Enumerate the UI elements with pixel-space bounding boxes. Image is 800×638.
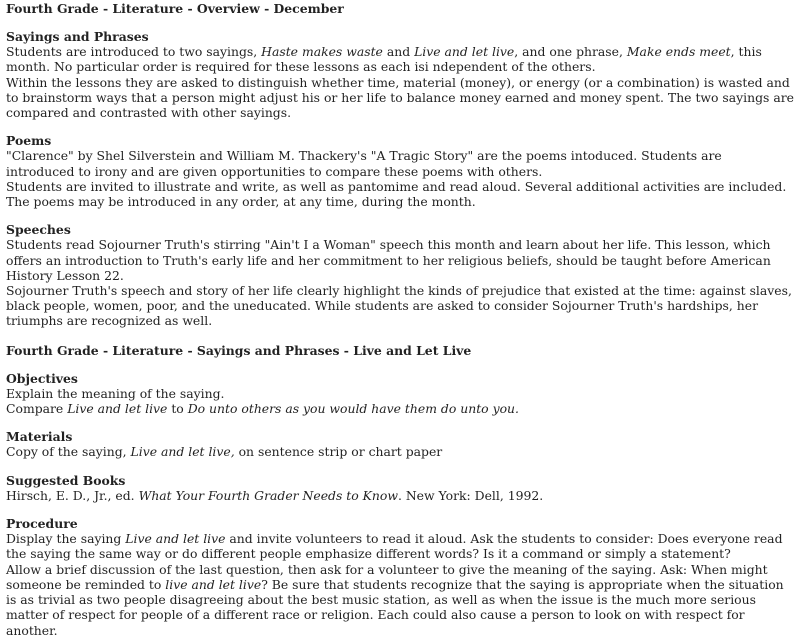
phrase-italic: Make ends meet xyxy=(626,44,731,60)
section-objectives xyxy=(6,371,794,417)
saying-italic: Live and let live xyxy=(125,531,226,547)
paragraph: Hirsch, E. D., Jr., ed. What Your Fourth Grader Needs to Know. New York: Dell, 1992. xyxy=(6,487,544,503)
paragraph: Explain the meaning of the saying. xyxy=(6,385,225,401)
paragraph: Allow a brief discussion of the last question, then ask for a volunteer to give the meaning of the saying. Ask: When might someone be reminded to live and let live? Be sure that students recognize that the saying is appropriate when the situation is as trivial as two people disagreeing about the best music station, as well as when the issue is the much more serious matter of respect for people of a different race or religion. Each could also cause a person to look on with respect for another. xyxy=(6,561,784,638)
doc-title-overview: Fourth Grade - Literature - Overview - December xyxy=(6,1,344,16)
section-procedure xyxy=(6,516,794,638)
section-suggested-books xyxy=(6,473,794,503)
paragraph: Within the lessons they are asked to distinguish whether time, material (money), or energy (or a combination) is wasted and to brainstorm ways that a person might adjust his or her life to balance money earned and money spent. The two sayings are compared and contrasted with other sayings. xyxy=(6,74,794,121)
saying-italic: Live and let live xyxy=(414,44,515,60)
book-title-italic: What Your Fourth Grader Needs to Know xyxy=(138,487,398,503)
paragraph: Copy of the saying, Live and let live, on sentence strip or chart paper xyxy=(6,444,443,460)
section-heading: Materials xyxy=(6,429,73,445)
section-heading: Objectives xyxy=(6,370,78,386)
paragraph: Students read Sojourner Truth's stirring "Ain't I a Woman" speech this month and learn about her life. This lesson, which offers an introduction to Truth's early life and her commitment to her religious beliefs, should be taught before American History Lesson 22. xyxy=(6,237,771,283)
paragraph: Students are introduced to two sayings, Haste makes waste and Live and let live, and one phrase, Make ends meet, this month. No particular order is required for these lessons as each isi ndependent of the others. xyxy=(6,44,762,75)
section-heading: Sayings and Phrases xyxy=(6,29,149,44)
section-heading: Speeches xyxy=(6,222,71,238)
saying-italic: Live and let live xyxy=(67,401,168,417)
saying-italic: Haste makes waste xyxy=(261,44,383,60)
section-heading: Suggested Books xyxy=(6,472,126,488)
saying-italic: Live and let live, xyxy=(130,444,235,460)
section-speeches xyxy=(6,222,794,328)
section-materials xyxy=(6,429,794,459)
section-sayings-and-phrases xyxy=(6,29,794,120)
paragraph: Display the saying Live and let live and invite volunteers to read it aloud. Ask the students to consider: Does everyone read the saying the same way or do different people emphasize different words? Is it a command or simply a statement? xyxy=(6,531,783,562)
paragraph: Students are invited to illustrate and write, as well as pantomime and read aloud. Several additional activities are included. The poems may be introduced in any order, at any time, during the month. xyxy=(6,178,787,210)
section-poems xyxy=(6,133,794,209)
saying-italic: Do unto others as you would have them do unto you. xyxy=(187,401,519,417)
paragraph: Sojourner Truth's speech and story of her life clearly highlight the kinds of prejudice that existed at the time: against slaves, black people, women, poor, and the uneducated. While students are asked to consider Sojourner Truth's hardships, her triumphs are recognized as well. xyxy=(6,283,792,329)
paragraph: "Clarence" by Shel Silverstein and William M. Thackery's "A Tragic Story" are the poems intoduced. Students are introduced to irony and are given opportunities to compare these poems with others. xyxy=(6,148,722,179)
section-heading: Poems xyxy=(6,133,52,149)
paragraph: Compare Live and let live to Do unto others as you would have them do unto you. xyxy=(6,401,519,417)
doc-title-live-and-let-live: Fourth Grade - Literature - Sayings and Phrases - Live and Let Live xyxy=(6,342,472,358)
section-heading: Procedure xyxy=(6,516,78,532)
saying-italic: live and let live xyxy=(165,576,262,592)
